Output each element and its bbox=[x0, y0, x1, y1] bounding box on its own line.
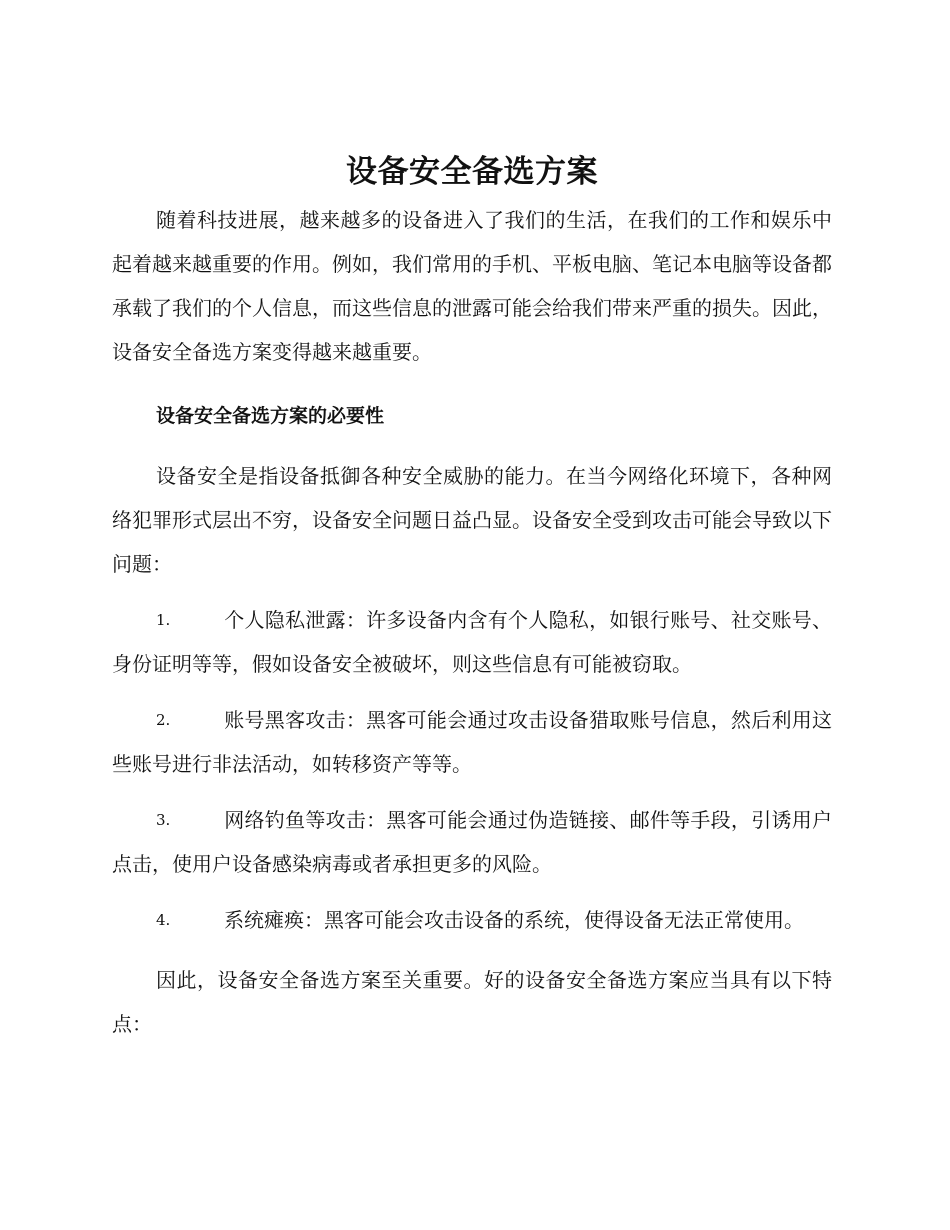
conclusion-paragraph: 因此，设备安全备选方案至关重要。好的设备安全备选方案应当具有以下特点： bbox=[112, 968, 832, 1036]
list-item-number: 3. bbox=[156, 811, 171, 829]
list-item-number: 2. bbox=[156, 711, 171, 729]
list-item-text: 网络钓鱼等攻击：黑客可能会通过伪造链接、邮件等手段，引诱用户点击，使用户设备感染病毒或者承担更多的风险。 bbox=[112, 808, 832, 876]
list-item-text: 账号黑客攻击：黑客可能会通过攻击设备猎取账号信息，然后利用这些账号进行非法活动，如转移资产等等。 bbox=[112, 708, 832, 776]
list-item bbox=[112, 698, 832, 786]
list-item-text: 系统瘫痪：黑客可能会攻击设备的系统，使得设备无法正常使用。 bbox=[224, 908, 804, 932]
list-item-number: 1. bbox=[156, 611, 171, 629]
section-intro-paragraph: 设备安全是指设备抵御各种安全威胁的能力。在当今网络化环境下，各种网络犯罪形式层出不穷，设备安全问题日益凸显。设备安全受到攻击可能会导致以下问题： bbox=[112, 464, 832, 576]
list-item bbox=[112, 798, 832, 886]
list-item-number: 4. bbox=[156, 911, 171, 929]
page-title: 设备安全备选方案 bbox=[346, 154, 598, 190]
section-heading: 设备安全备选方案的必要性 bbox=[156, 405, 385, 427]
list-item bbox=[112, 898, 832, 942]
list-item bbox=[112, 598, 832, 686]
list-item-text: 个人隐私泄露：许多设备内含有个人隐私，如银行账号、社交账号、身份证明等等，假如设备安全被破坏，则这些信息有可能被窃取。 bbox=[112, 608, 832, 676]
document-page bbox=[112, 150, 832, 1046]
intro-paragraph: 随着科技进展，越来越多的设备进入了我们的生活，在我们的工作和娱乐中起着越来越重要的作用。例如，我们常用的手机、平板电脑、笔记本电脑等设备都承载了我们的个人信息，而这些信息的泄露可能会给我们带来严重的损失。因此，设备安全备选方案变得越来越重要。 bbox=[112, 208, 832, 364]
